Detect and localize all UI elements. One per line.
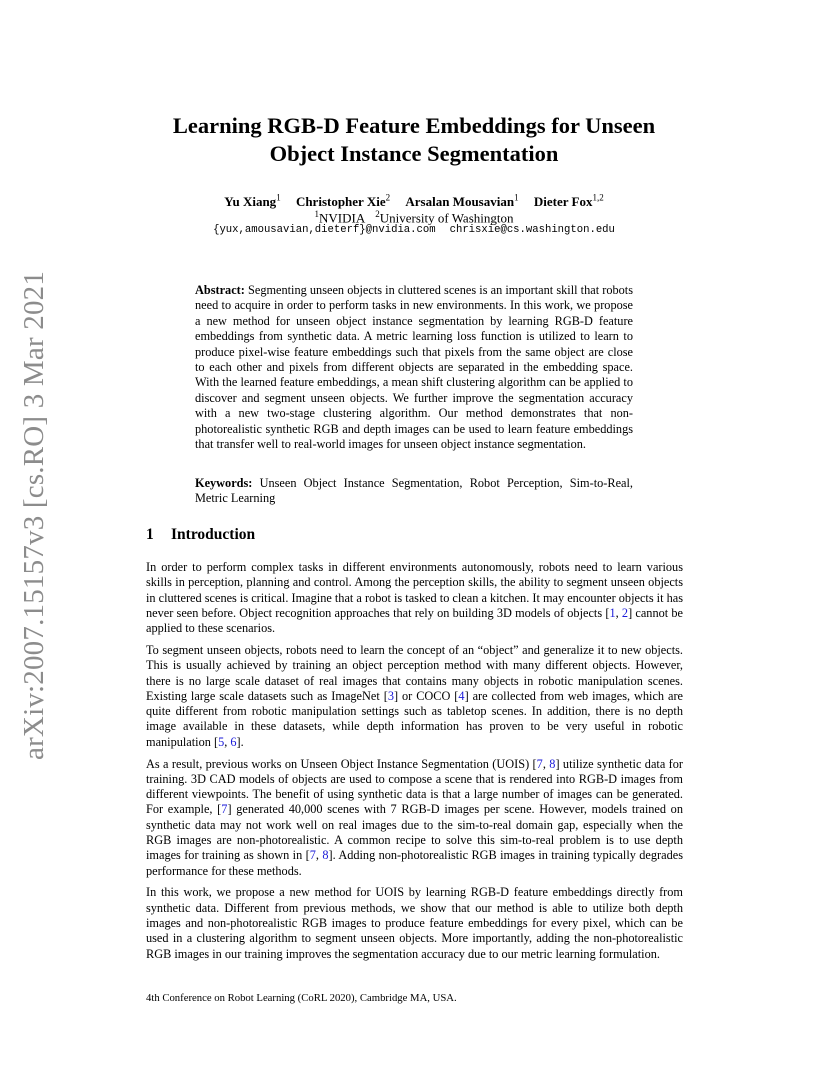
paragraph — [146, 560, 683, 636]
paragraph-text: , — [224, 734, 231, 749]
paragraph-text: ] cannot be applied to these scenarios. — [146, 605, 683, 636]
introduction-body — [146, 560, 683, 968]
abstract-text: Segmenting unseen objects in cluttered scenes is an important skill that robots need to acquire in order to perform tasks in new environments. In this work, we propose a new method for unseen object instance segmentation by learning RGB-D feature embeddings from synthetic data. A metric learning loss function is utilized to learn to produce pixel-wise feature embeddings such that pixels from the same object are close to each other and pixels from different objects are separated in the embedding space. With the learned feature embeddings, a mean shift clustering algorithm can be applied to discover and segment unseen objects. We further improve the segmentation accuracy with a new two-stage clustering algorithm. Our method demonstrates that non-photorealistic synthetic RGB and depth images can be used to learn feature embeddings that transfer well to real-world images for unseen object instance segmentation. — [195, 283, 634, 452]
paragraph-text: ] utilize synthetic data for training. 3D CAD models of objects are used to compose a scene that is rendered into RGB-D images from different viewpoints. The benefit of using synthetic data is that a large number of images can be generated. For example, [ — [146, 756, 684, 817]
arxiv-identifier: arXiv:2007.15157v3 [cs.RO] 3 Mar 2021 — [18, 270, 50, 760]
paragraph-text: , — [315, 848, 323, 863]
citation-link[interactable]: 7 — [536, 756, 543, 771]
section-heading — [146, 526, 255, 544]
citation-link[interactable]: 8 — [549, 756, 556, 771]
paragraph-text: , — [615, 605, 622, 620]
paragraph-text: ] generated 40,000 scenes with 7 RGB-D images per scene. However, models trained on synthetic data may not work well on real images due to the sim-to-real domain gap, especially when the RGB images are non-photorealistic. A common recipe to solve this sim-to-real problem is to use depth images for training as shown in [ — [146, 802, 683, 863]
citation-link[interactable]: 3 — [387, 688, 394, 703]
paragraph-text: In order to perform complex tasks in different environments autonomously, robots need to learn various skills in perception, planning and control. Among the perception skills, the ability to segment unseen objects in cluttered scenes is critical. Imagine that a robot is tasked to clean a kitchen. It may encounter objects it has never seen before. Object recognition approaches that rely on building 3D models of objects [ — [146, 560, 683, 620]
title-line-1: Learning RGB-D Feature Embeddings for Unseen — [172, 113, 656, 138]
citation-link[interactable]: 8 — [322, 848, 329, 863]
paragraph-text: In this work, we propose a new method for UOIS by learning RGB-D feature embeddings directly from synthetic data. Different from previous methods, we show that our method is able to utilize both depth images and non-photorealistic RGB images to produce feature embeddings for every pixel, which can be used in a clustering algorithm to segment unseen objects. More importantly, adding the non-photorealistic RGB images in our training improves the segmentation accuracy due to our metric learning formulation. — [146, 885, 683, 961]
email: {yux,amousavian,dieterf}@nvidia.com — [213, 224, 436, 236]
citation-link[interactable]: 5 — [218, 734, 225, 749]
paragraph-text: ] or COCO [ — [393, 688, 459, 703]
paragraph-text: , — [542, 756, 550, 771]
affiliation: NVIDIA — [319, 210, 366, 226]
keywords — [195, 476, 633, 507]
paper-title — [100, 112, 728, 168]
citation-link[interactable]: 4 — [458, 688, 465, 703]
paragraph — [146, 757, 683, 879]
email: chrisxie@cs.washington.edu — [449, 224, 615, 236]
paragraph — [146, 885, 683, 961]
citation-link[interactable]: 2 — [621, 605, 629, 620]
author-emails — [100, 223, 728, 238]
author: Yu Xiang$^1$ — [224, 193, 281, 210]
keywords-label: Keywords: — [195, 476, 253, 490]
citation-link[interactable]: 6 — [230, 734, 237, 749]
paragraph-text: As a result, previous works on Unseen Object Instance Segmentation (UOIS) [ — [146, 756, 537, 771]
citation-link[interactable]: 7 — [309, 848, 316, 863]
section-number: 1 — [146, 526, 154, 543]
author: Dieter Fox$^{1,2}$ — [533, 193, 604, 210]
citation-link[interactable]: 7 — [221, 802, 228, 817]
abstract — [195, 283, 633, 452]
keywords-text: Unseen Object Instance Segmentation, Robot Perception, Sim-to-Real, Metric Learning — [195, 476, 633, 506]
paragraph-text: ]. — [236, 734, 244, 749]
conference-footer: 4th Conference on Robot Learning (CoRL 2020), Cambridge MA, USA. — [146, 992, 457, 1004]
paragraph-text: To segment unseen objects, robots need to learn the concept of an “object” and generalize it to new objects. This is usually achieved by training an object perception method with many different objects. However, there is no large scale dataset of real images that contains many objects in robotic manipulation scenes. Existing large scale datasets such as ImageNet [ — [146, 642, 683, 703]
affiliations: $^1$NVIDIA $^2$University of Washington — [314, 209, 514, 226]
section-title: Introduction — [171, 526, 256, 543]
paragraph — [146, 643, 683, 750]
abstract-label: Abstract: — [195, 283, 245, 297]
paragraph-text: ]. Adding non-photorealistic RGB images in training typically degrades performance for these methods. — [146, 848, 683, 878]
author: Christopher Xie$^2$ — [295, 193, 391, 210]
citation-link[interactable]: 1 — [609, 605, 616, 620]
paragraph-text: ] are collected from web images, which are quite different from robotic manipulation settings such as tabletop scenes. In addition, there is no depth image available in these datasets, while depth information has proven to be very useful in robotic manipulation [ — [146, 688, 683, 749]
author: Arsalan Mousavian$^1$ — [405, 193, 519, 210]
affiliation: University of Washington — [379, 210, 514, 226]
title-line-2: Object Instance Segmentation — [269, 141, 559, 166]
